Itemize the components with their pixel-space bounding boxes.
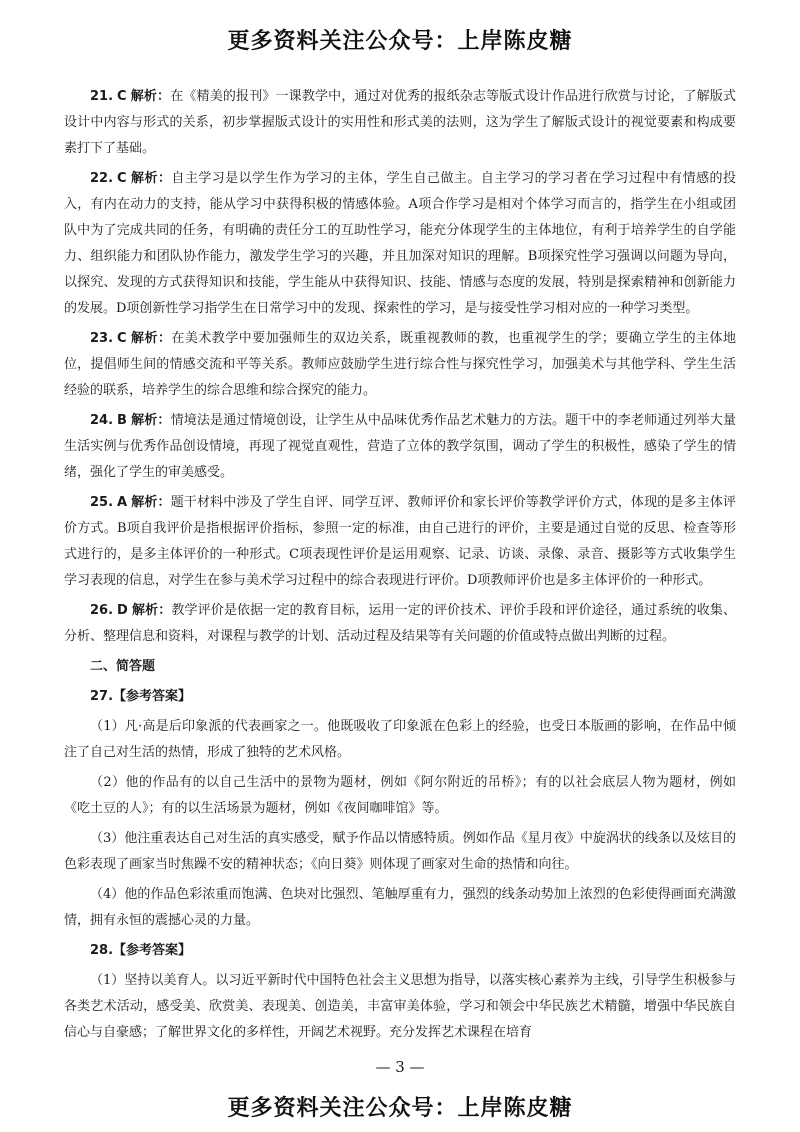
item-answer: B: [117, 413, 127, 428]
q27-para-3: （3）他注重表达自己对生活的真实感受，赋予作品以情感特质。例如作品《星月夜》中旋涡状的线条以及炫目的色彩表现了画家当时焦躁不安的精神状态；《向日葵》则体现了画家对生命的热情和向往。: [64, 831, 736, 872]
page-number: — 3 —: [375, 1058, 425, 1076]
item-text: 情境法是通过情境创设，让学生从中品味优秀作品艺术魅力的方法。题干中的李老师通过列举大量生活实例与优秀作品创设情境，再现了视觉直观性，营造了立体的教学氛围，调动了学生的积极性，感染了学生的情绪，强化了学生的审美感受。: [64, 413, 736, 480]
answer-item-26: [64, 598, 736, 650]
document-body: [64, 84, 736, 1050]
q27-para-1: （1）凡·高是后印象派的代表画家之一。他既吸收了印象派在色彩上的经验，也受日本版画的影响，在作品中倾注了自己对生活的热情，形成了独特的艺术风格。: [64, 719, 736, 760]
item-answer: C: [117, 331, 127, 346]
section-heading: 二、简答题: [90, 659, 156, 674]
item-answer: C: [117, 171, 127, 186]
item-answer: A: [117, 495, 128, 510]
q28-label: 28.【参考答案】: [90, 943, 192, 958]
item-keyword: 解析：: [130, 171, 172, 186]
footer-banner: 更多资料关注公众号：上岸陈皮糖: [227, 1096, 573, 1121]
item-text: 在《精美的报刊》一课教学中，通过对优秀的报纸杂志等版式设计作品进行欣赏与讨论，了解版式设计中内容与形式的关系，初步掌握版式设计的实用性和形式美的法则，这为学生了解版式设计的视觉要素和构成要素打下了基础。: [64, 89, 736, 156]
answer-item-22: [64, 166, 736, 322]
item-keyword: 解析：: [131, 603, 172, 618]
item-text: 自主学习是以学生作为学习的主体，学生自己做主。自主学习的学习者在学习过程中有情感的投入，有内在动力的支持，能从学习中获得积极的情感体验。A项合作学习是相对个体学习而言的，指学生在小组或团队中为了完成共同的任务，有明确的责任分工的互助性学习，能充分体现学生的主体地位，有利于培养学生的自学能力、组织能力和团队协作能力，激发学生学习的兴趣，并且加深对知识的理解。B项探究性学习强调以问题为导向，以探究、发现的方式获得知识和技能，学生能从中获得知识、技能、情感与态度的发展，特别是探索精神和创新能力的发展。D项创新性学习指学生在日常学习中的发现、探索性的学习，是与接受性学习相对应的一种学习类型。: [64, 171, 736, 316]
item-number: 22.: [90, 171, 114, 186]
q27-label: 27.【参考答案】: [90, 689, 192, 704]
item-keyword: 解析：: [130, 413, 171, 428]
item-keyword: 解析：: [131, 495, 171, 510]
item-number: 21.: [90, 89, 114, 104]
item-number: 25.: [90, 495, 114, 510]
item-number: 23.: [90, 331, 114, 346]
answer-item-21: [64, 84, 736, 162]
item-text: 教学评价是依据一定的教育目标，运用一定的评价技术、评价手段和评价途径，通过系统的收集、分析、整理信息和资料，对课程与教学的计划、活动过程及结果等有关问题的价值或特点做出判断的过程。: [64, 603, 736, 644]
item-keyword: 解析：: [130, 331, 172, 346]
item-answer: D: [117, 603, 128, 618]
item-answer: C: [117, 89, 127, 104]
item-number: 26.: [90, 603, 114, 618]
answer-item-23: [64, 326, 736, 404]
q28-para-1: （1）坚持以美育人。以习近平新时代中国特色社会主义思想为指导，以落实核心素养为主线，引导学生积极参与各类艺术活动，感受美、欣赏美、表现美、创造美，丰富审美体验，学习和领会中华民族艺术精髓，增强中华民族自信心与自豪感；了解世界文化的多样性，开阔艺术视野。充分发挥艺术课程在培育: [64, 973, 736, 1040]
item-text: 在美术教学中要加强师生的双边关系，既重视教师的教，也重视学生的学；要确立学生的主体地位，提倡师生间的情感交流和平等关系。教师应鼓励学生进行综合性与探究性学习，加强美术与其他学科、学生生活经验的联系，培养学生的综合思维和综合探究的能力。: [64, 331, 736, 398]
answer-item-24: [64, 408, 736, 486]
item-keyword: 解析：: [130, 89, 171, 104]
header-banner: 更多资料关注公众号：上岸陈皮糖: [227, 29, 573, 54]
q27-para-2: （2）他的作品有的以自己生活中的景物为题材，例如《阿尔附近的吊桥》；有的以社会底层人物为题材，例如《吃土豆的人》；有的以生活场景为题材，例如《夜间咖啡馆》等。: [64, 775, 736, 816]
item-number: 24.: [90, 413, 114, 428]
item-text: 题干材料中涉及了学生自评、同学互评、教师评价和家长评价等教学评价方式，体现的是多主体评价方式。B项自我评价是指根据评价指标，参照一定的标准，由自己进行的评价，主要是通过自觉的反思、检查等形式进行的，是多主体评价的一种形式。C项表现性评价是运用观察、记录、访谈、录像、录音、摄影等方式收集学生学习表现的信息，对学生在参与美术学习过程中的综合表现进行评价。D项教师评价也是多主体评价的一种形式。: [64, 495, 736, 588]
q27-para-4: （4）他的作品色彩浓重而饱满、色块对比强烈、笔触厚重有力，强烈的线条动势加上浓烈的色彩使得画面充满激情，拥有永恒的震撼心灵的力量。: [64, 887, 736, 928]
answer-item-25: [64, 490, 736, 594]
